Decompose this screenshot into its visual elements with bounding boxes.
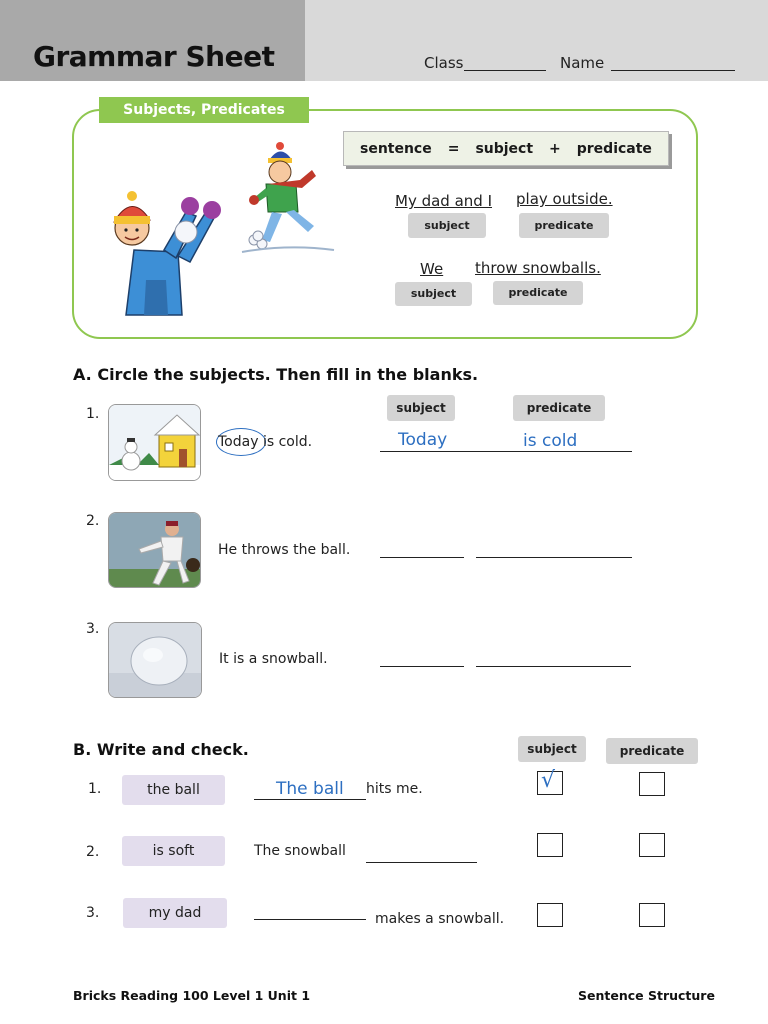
example2-subject: We <box>420 260 444 278</box>
b2-answer-line[interactable] <box>366 847 477 863</box>
a3-photo-snowball <box>108 622 202 698</box>
a1-answer-predicate: is cold <box>523 431 578 451</box>
b1-answer: The ball <box>276 779 344 799</box>
section-a-title: A. Circle the subjects. Then fill in the blanks. <box>73 365 479 384</box>
formula-subject: subject <box>475 140 534 157</box>
b3-subject-checkbox[interactable] <box>537 903 563 927</box>
class-field[interactable] <box>464 54 546 71</box>
b3-word-tag: my dad <box>123 898 227 928</box>
example2-subject-tag: subject <box>395 282 472 306</box>
example1-predicate-tag: predicate <box>519 213 609 238</box>
a3-subject-blank[interactable] <box>380 651 464 667</box>
b1-number: 1. <box>88 781 102 797</box>
section-b-title: B. Write and check. <box>73 740 249 759</box>
girl-running-illustration <box>238 140 338 260</box>
a3-sentence: It is a snowball. <box>219 651 328 667</box>
footer-book-title: Bricks Reading 100 Level 1 Unit 1 <box>73 988 311 1003</box>
a3-number: 3. <box>86 621 100 637</box>
a2-number: 2. <box>86 513 100 529</box>
a2-predicate-blank[interactable] <box>476 542 632 558</box>
b3-number: 3. <box>86 905 100 921</box>
a1-number: 1. <box>86 406 100 422</box>
a1-sentence-rest: is cold. <box>258 434 313 450</box>
b1-check-mark: √ <box>541 768 556 793</box>
example1-subject: My dad and I <box>395 192 493 210</box>
example1-subject-tag: subject <box>408 213 486 238</box>
example2-predicate-tag: predicate <box>493 281 583 305</box>
section-b-predicate-header: predicate <box>606 738 698 764</box>
page-title: Grammar Sheet <box>33 40 275 73</box>
b2-number: 2. <box>86 844 100 860</box>
b1-predicate-checkbox[interactable] <box>639 772 665 796</box>
a2-subject-blank[interactable] <box>380 542 464 558</box>
a2-sentence: He throws the ball. <box>218 542 351 558</box>
section-b-subject-header: subject <box>518 736 586 762</box>
intro-tab-label: Subjects, Predicates <box>99 97 309 123</box>
b1-word-tag: the ball <box>122 775 225 805</box>
footer-topic: Sentence Structure <box>578 988 715 1003</box>
formula-predicate: predicate <box>576 140 652 157</box>
name-label: Name <box>560 54 605 72</box>
b2-predicate-checkbox[interactable] <box>639 833 665 857</box>
section-a-predicate-header: predicate <box>513 395 605 421</box>
b2-word-tag: is soft <box>122 836 225 866</box>
b3-answer-line[interactable] <box>254 904 366 920</box>
example2-predicate: throw snowballs. <box>475 259 601 277</box>
b2-subject-checkbox[interactable] <box>537 833 563 857</box>
b1-sentence-rest: hits me. <box>366 781 423 797</box>
name-field[interactable] <box>611 54 735 71</box>
section-a-subject-header: subject <box>387 395 455 421</box>
a1-photo-snowman-house <box>108 404 201 481</box>
formula-sentence: sentence <box>359 140 432 157</box>
boy-snowball-illustration <box>104 180 224 320</box>
formula-bar <box>343 131 669 166</box>
a2-photo-pitcher <box>108 512 201 588</box>
a3-predicate-blank[interactable] <box>476 651 631 667</box>
a1-sentence-subject: Today <box>218 434 259 450</box>
class-label: Class <box>424 54 464 72</box>
example1-predicate: play outside. <box>516 190 613 208</box>
formula-equals: = <box>447 140 460 157</box>
a1-sentence <box>218 434 312 450</box>
b3-predicate-checkbox[interactable] <box>639 903 665 927</box>
a1-answer-subject: Today <box>398 430 448 450</box>
b3-sentence-rest: makes a snowball. <box>375 911 505 927</box>
b2-sentence-start: The snowball <box>254 843 346 859</box>
formula-plus: + <box>549 140 561 157</box>
